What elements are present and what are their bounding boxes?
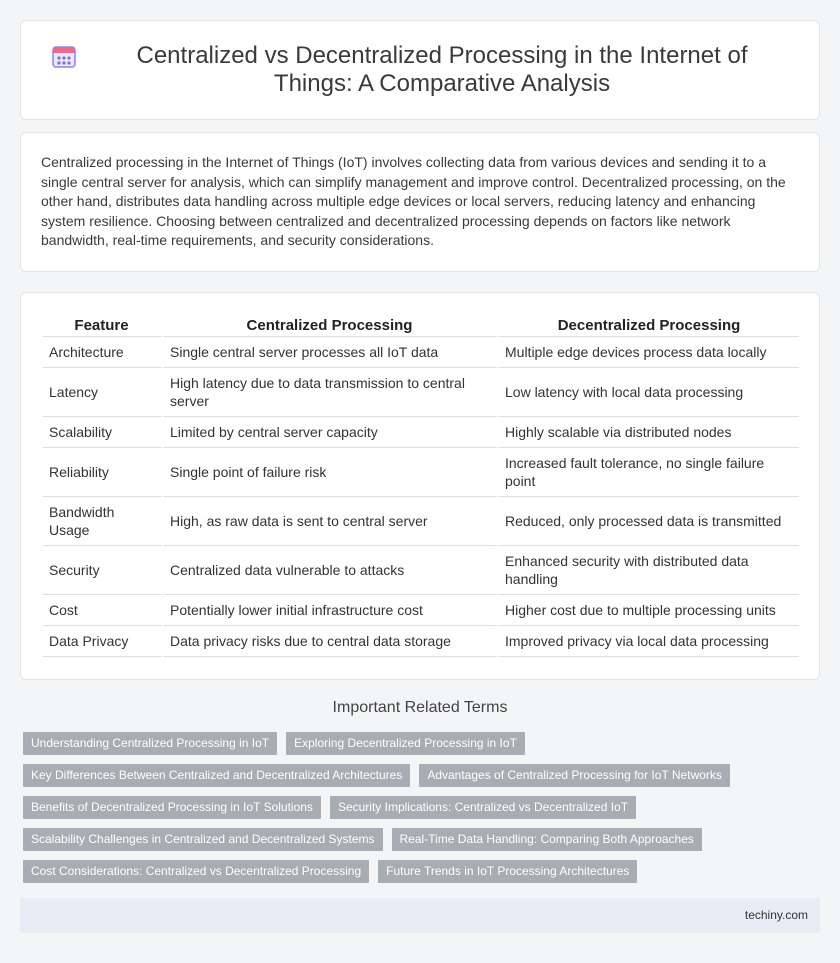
table-row — [43, 626, 799, 657]
intro-card — [20, 132, 820, 272]
table-row — [43, 337, 799, 368]
related-term-tag[interactable]: Benefits of Decentralized Processing in IoT Solutions — [23, 796, 321, 819]
header-feature: Feature — [43, 313, 164, 337]
cell-decentralized: Improved privacy via local data processing — [499, 626, 799, 657]
footer — [20, 898, 820, 933]
cell-decentralized: Low latency with local data processing — [499, 368, 799, 417]
table-row — [43, 417, 799, 448]
table-row — [43, 448, 799, 497]
cell-feature: Bandwidth Usage — [43, 497, 164, 546]
cell-feature: Latency — [43, 368, 164, 417]
table-header-row — [43, 313, 799, 337]
cell-centralized: Potentially lower initial infrastructure cost — [164, 595, 499, 626]
cell-centralized: Limited by central server capacity — [164, 417, 499, 448]
related-term-tag[interactable]: Understanding Centralized Processing in IoT — [23, 732, 277, 755]
related-term-tag[interactable]: Security Implications: Centralized vs Decentralized IoT — [330, 796, 636, 819]
title-card — [20, 20, 820, 120]
table-row — [43, 368, 799, 417]
related-term-tag[interactable]: Advantages of Centralized Processing for IoT Networks — [419, 764, 730, 787]
cell-centralized: Single point of failure risk — [164, 448, 499, 497]
cell-feature: Architecture — [43, 337, 164, 368]
table-row — [43, 497, 799, 546]
cell-decentralized: Higher cost due to multiple processing units — [499, 595, 799, 626]
related-term-tag[interactable]: Real-Time Data Handling: Comparing Both Approaches — [392, 828, 702, 851]
table-row — [43, 546, 799, 595]
cell-feature: Security — [43, 546, 164, 595]
cell-decentralized: Enhanced security with distributed data handling — [499, 546, 799, 595]
cell-decentralized: Highly scalable via distributed nodes — [499, 417, 799, 448]
related-term-tag[interactable]: Cost Considerations: Centralized vs Decentralized Processing — [23, 860, 369, 883]
header-centralized: Centralized Processing — [164, 313, 499, 337]
related-terms-heading: Important Related Terms — [332, 699, 508, 716]
related-term-tag[interactable]: Future Trends in IoT Processing Architectures — [378, 860, 637, 883]
cell-feature: Data Privacy — [43, 626, 164, 657]
related-terms-list — [23, 732, 823, 883]
cell-centralized: Centralized data vulnerable to attacks — [164, 546, 499, 595]
footer-site-link[interactable]: techiny.com — [744, 908, 808, 922]
cell-decentralized: Reduced, only processed data is transmitted — [499, 497, 799, 546]
intro-paragraph: Centralized processing in the Internet of Things (IoT) involves collecting data from various devices and sending it to a single central server for analysis, which can simplify management and improve control. Decentralized processing, on the other hand, distributes data handling across multiple edge devices or local servers, reducing latency and enhancing system resilience. Choosing between centralized and decentralized processing depends on factors like network bandwidth, real-time requirements, and security considerations. — [41, 154, 786, 248]
table-row — [43, 595, 799, 626]
cell-decentralized: Increased fault tolerance, no single failure point — [499, 448, 799, 497]
comparison-card — [20, 292, 820, 680]
cell-centralized: Data privacy risks due to central data storage — [164, 626, 499, 657]
header-decentralized: Decentralized Processing — [499, 313, 799, 337]
related-term-tag[interactable]: Key Differences Between Centralized and Decentralized Architectures — [23, 764, 410, 787]
cell-centralized: High latency due to data transmission to central server — [164, 368, 499, 417]
cell-feature: Cost — [43, 595, 164, 626]
cell-feature: Reliability — [43, 448, 164, 497]
cell-centralized: High, as raw data is sent to central server — [164, 497, 499, 546]
comparison-table — [43, 313, 799, 657]
cell-centralized: Single central server processes all IoT data — [164, 337, 499, 368]
related-term-tag[interactable]: Scalability Challenges in Centralized and Decentralized Systems — [23, 828, 383, 851]
page-title: Centralized vs Decentralized Processing in the Internet of Things: A Comparative Analysis — [136, 42, 748, 97]
cell-feature: Scalability — [43, 417, 164, 448]
cell-decentralized: Multiple edge devices process data locally — [499, 337, 799, 368]
calendar-icon — [51, 43, 77, 69]
related-term-tag[interactable]: Exploring Decentralized Processing in IoT — [286, 732, 525, 755]
